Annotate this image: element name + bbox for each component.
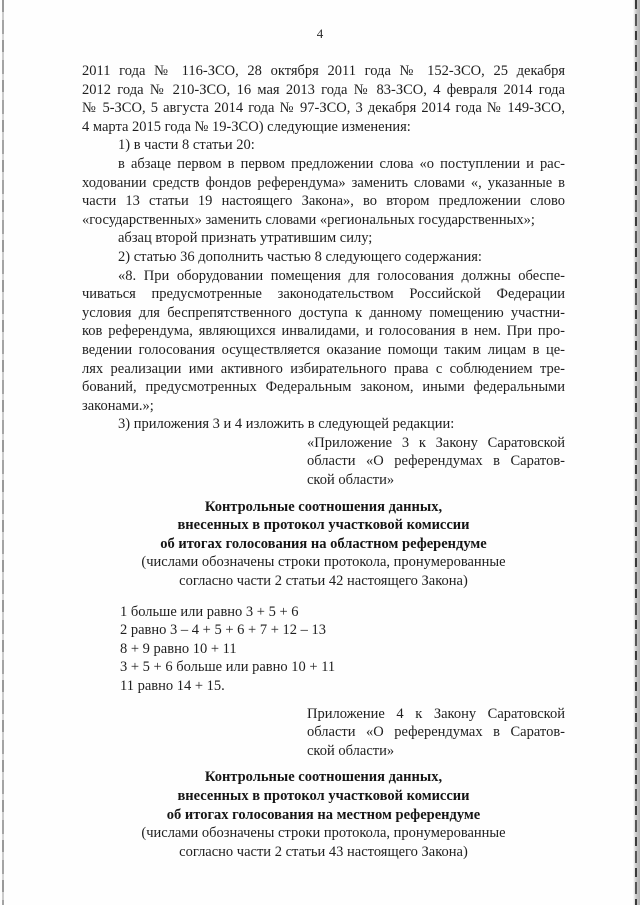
text-line: ведении голосования осуществляется оказание помощи таким лицам в це- bbox=[82, 341, 565, 358]
text-line: 1 больше или равно 3 + 5 + 6 bbox=[120, 603, 299, 620]
paragraph-block bbox=[82, 136, 565, 155]
text-line: № 5-ЗСО, 5 августа 2014 года № 97-ЗСО, 3 декабря 2014 года № 149-ЗСО, bbox=[82, 100, 565, 117]
text-line: 8 + 9 равно 10 + 11 bbox=[120, 640, 237, 657]
text-line: условия для беспрепятственного доступа к данному помещению участни- bbox=[82, 304, 565, 321]
text-line: чиваться предусмотренные законодательством Российской Федерации bbox=[82, 286, 565, 303]
text-line: бований, предусмотренных Федеральным законом, иными федеральными bbox=[82, 379, 565, 396]
text-line: ходовании средств фондов референдума» заменить словами «, указанные в bbox=[82, 174, 565, 191]
section-subtitle bbox=[82, 824, 565, 861]
text-line: 3) приложения 3 и 4 изложить в следующей редакции: bbox=[118, 416, 455, 433]
text-line: 11 равно 14 + 15. bbox=[120, 678, 225, 694]
text-line: Контрольные соотношения данных, bbox=[204, 498, 443, 515]
text-line: 4 марта 2015 года № 19-ЗСО) следующие изменения: bbox=[82, 118, 411, 135]
section-heading bbox=[82, 498, 565, 554]
appendix-reference bbox=[307, 434, 565, 490]
text-line: части 13 статьи 19 настоящего Закона», во втором предложении слово bbox=[82, 193, 565, 210]
text-line: 1) в части 8 статьи 20: bbox=[118, 137, 255, 154]
text-line: в абзаце первом в первом предложении слова «о поступлении и рас- bbox=[118, 155, 565, 172]
paragraph-block bbox=[82, 267, 565, 416]
control-relations-list bbox=[120, 603, 565, 696]
text-line: 2012 года № 210-ЗСО, 16 мая 2013 года № 83-ЗСО, 4 февраля 2014 года bbox=[82, 81, 565, 98]
text-line: 2) статью 36 дополнить частью 8 следующего содержания: bbox=[118, 248, 482, 265]
text-line: «Приложение 3 к Закону Саратовской bbox=[307, 434, 565, 451]
paragraph-block bbox=[82, 229, 565, 248]
scan-edge-left-line bbox=[2, 0, 4, 905]
text-line: об итогах голосования на местном референдуме bbox=[166, 806, 481, 823]
text-line: 3 + 5 + 6 больше или равно 10 + 11 bbox=[120, 659, 336, 676]
text-line: ской области» bbox=[307, 472, 395, 489]
section-subtitle bbox=[82, 553, 565, 590]
text-line: ков референдума, являющихся инвалидами, и голосования в нем. При про- bbox=[82, 323, 565, 340]
text-line: (числами обозначены строки протокола, пронумерованные bbox=[141, 825, 506, 842]
paragraph-block bbox=[82, 62, 565, 136]
text-line: согласно части 2 статьи 42 настоящего Закона) bbox=[179, 573, 468, 590]
text-line: Приложение 4 к Закону Саратовской bbox=[307, 705, 565, 722]
text-line: 2011 года № 116-ЗСО, 28 октября 2011 года № 152-ЗСО, 25 декабря bbox=[82, 63, 565, 79]
appendix-reference bbox=[307, 705, 565, 761]
text-line: внесенных в протокол участковой комиссии bbox=[177, 787, 470, 804]
text-line: «8. При оборудовании помещения для голосования должны обеспе- bbox=[118, 267, 565, 284]
text-line: лях реализации ими активного избирательного права с соблюдением тре- bbox=[82, 360, 565, 377]
paragraph-block bbox=[82, 155, 565, 229]
text-line: абзац второй признать утратившим силу; bbox=[118, 230, 373, 247]
scan-edge-right-dashes bbox=[635, 0, 637, 905]
text-line: ской области» bbox=[307, 742, 395, 759]
text-line: (числами обозначены строки протокола, пронумерованные bbox=[141, 554, 506, 571]
text-line: 2 равно 3 – 4 + 5 + 6 + 7 + 12 – 13 bbox=[120, 622, 327, 639]
paragraph-block bbox=[82, 415, 565, 434]
document-body bbox=[82, 62, 565, 861]
text-line: согласно части 2 статьи 43 настоящего Закона) bbox=[179, 843, 468, 860]
paragraph-block bbox=[82, 248, 565, 267]
text-line: законами.»; bbox=[82, 397, 154, 414]
text-line: области «О референдумах в Саратов- bbox=[307, 453, 565, 470]
text-line: внесенных в протокол участковой комиссии bbox=[177, 517, 470, 534]
text-line: Контрольные соотношения данных, bbox=[204, 769, 443, 786]
section-heading bbox=[82, 768, 565, 824]
text-line: области «О референдумах в Саратов- bbox=[307, 724, 565, 741]
page-number: 4 bbox=[316, 26, 324, 41]
text-line: «государственных» заменить словами «региональных государственных»; bbox=[82, 211, 535, 228]
text-line: об итогах голосования на областном референдуме bbox=[160, 535, 487, 552]
